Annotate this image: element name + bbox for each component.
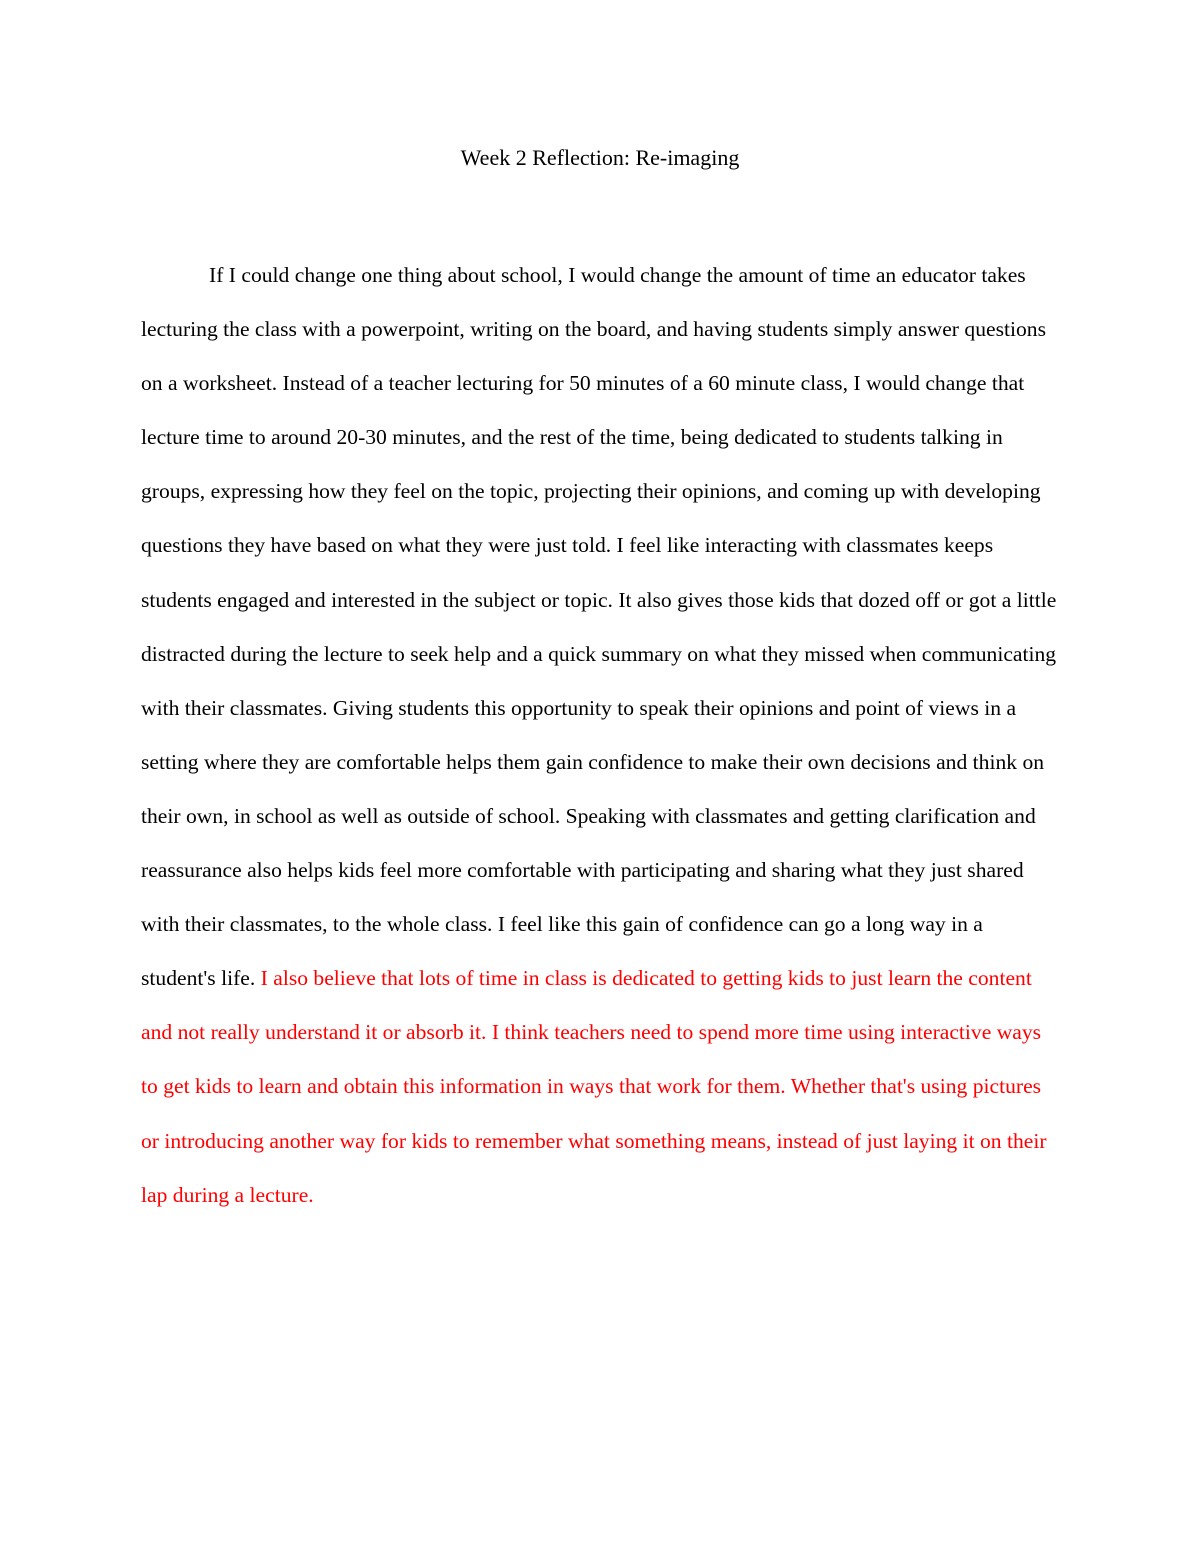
paragraph-highlighted-text: I also believe that lots of time in class is dedicated to getting kids to just learn the content and not really understand it or absorb it. I think teachers need to spend more time using interactive ways to get kids to learn and obtain this information in ways that work for them. Whether that's using pictures or introducing another way for kids to remember what something means, instead of just laying it on their lap during a lecture. [141, 966, 1047, 1207]
paragraph-main-text: If I could change one thing about school, I would change the amount of time an educator takes lecturing the class with a powerpoint, writing on the board, and having students simply answer questions on a worksheet. Instead of a teacher lecturing for 50 minutes of a 60 minute class, I would change that lecture time to around 20-30 minutes, and the rest of the time, being dedicated to students talking in groups, expressing how they feel on the topic, projecting their opinions, and coming up with developing questions they have based on what they were just told. I feel like interacting with classmates keeps students engaged and interested in the subject or topic. It also gives those kids that dozed off or got a little distracted during the lecture to seek help and a quick summary on what they missed when communicating with their classmates. Giving students this opportunity to speak their opinions and point of views in a setting where they are comfortable helps them gain confidence to make their own decisions and think on their own, in school as well as outside of school. Speaking with classmates and getting clarification and reassurance also helps kids feel more comfortable with participating and sharing what they just shared with their classmates, to the whole class. I feel like this gain of confidence can go a long way in a student's life. [141, 263, 1057, 991]
document-title: Week 2 Reflection: Re-imaging [460, 145, 740, 170]
body-paragraph [141, 248, 1061, 1222]
